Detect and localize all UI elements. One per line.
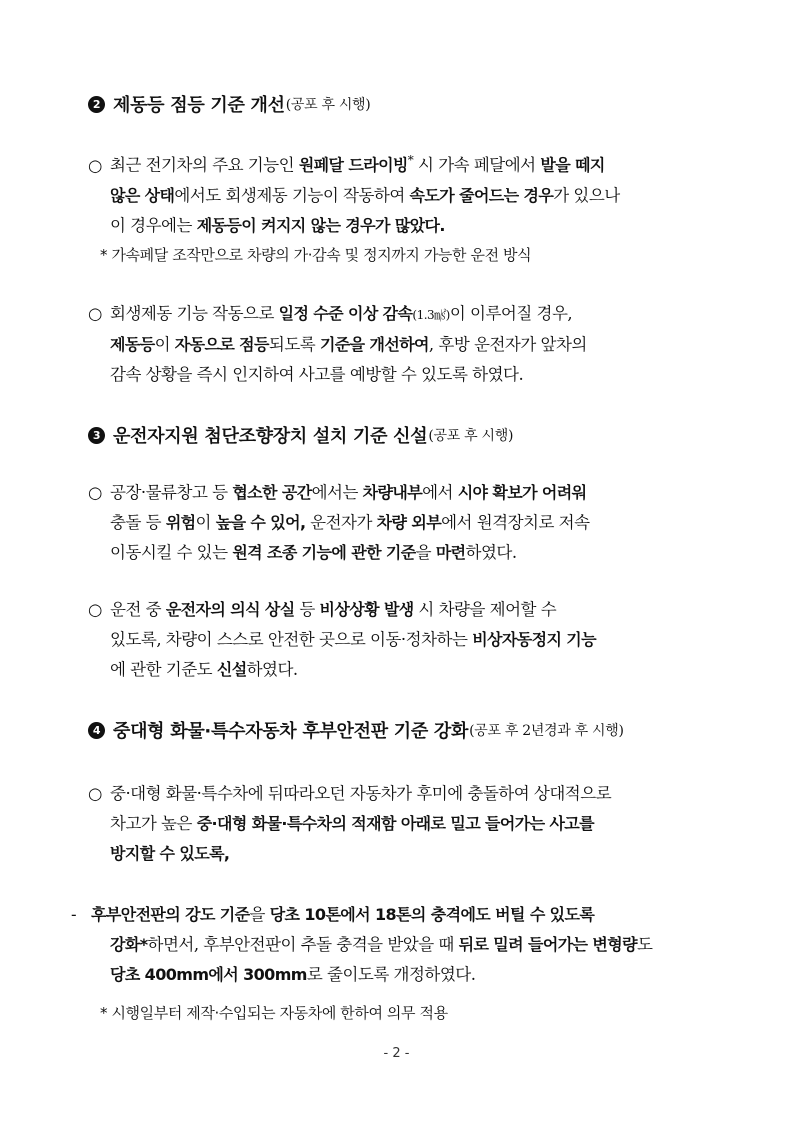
text-line [88, 478, 720, 508]
emphasis-text: 강화 [110, 935, 140, 954]
text-run: 이동시킬 수 있는 [110, 543, 233, 562]
section-effective-note: (공포 후 2년경과 후 시행) [469, 723, 624, 739]
emphasis-text: 후부안전판의 강도 기준 [91, 905, 250, 924]
paragraph-one-pedal-driving [88, 145, 720, 241]
paragraph-emergency-stop [88, 595, 720, 685]
text-run: 을 [415, 543, 436, 562]
text-run: 도 [636, 935, 653, 954]
footnote-one-pedal: * 가속페달 조작만으로 차량의 가·감속 및 정지까지 가능한 운전 방식 [100, 246, 532, 264]
emphasis-text: 방지할 수 있도록, [110, 844, 230, 863]
bullet-marker: ○ [88, 155, 102, 175]
text-run: 있도록, 차량이 스스로 안전한 곳으로 이동·정차하는 [110, 630, 473, 649]
text-run: 등 [294, 600, 320, 619]
section-heading-rear-guard [88, 717, 624, 743]
emphasis-text: 일정 수준 이상 감속 [278, 304, 413, 323]
emphasis-text: 협소한 공간 [232, 483, 312, 502]
text-run: 최근 전기차의 주요 기능인 [110, 155, 299, 175]
bullet-marker: ○ [88, 600, 102, 619]
text-run: 에서도 회생제동 기능이 작동하여 [174, 185, 410, 205]
emphasis-text: 속도가 줄어드는 경우 [409, 185, 554, 205]
text-run: 시 차량을 제어할 수 [413, 600, 557, 619]
text-run: 차고가 높은 [110, 814, 197, 833]
emphasis-text: 시야 확보가 어려워 [457, 483, 587, 502]
bullet-marker: ○ [88, 483, 102, 502]
text-run: 운전 중 [110, 600, 166, 619]
text-line [88, 145, 720, 181]
paragraph-rear-guard-strength [71, 900, 720, 990]
text-run: 에서 [422, 483, 458, 502]
text-line [88, 508, 720, 538]
text-line [88, 360, 720, 390]
text-run: 되도록 [268, 335, 320, 354]
page-number: - 2 - [383, 1046, 410, 1061]
emphasis-text: 자동으로 점등 [174, 335, 269, 354]
text-run: 이 [154, 335, 175, 354]
emphasis-text: 운전자의 의식 상실 [165, 600, 295, 619]
text-line [88, 779, 720, 809]
text-run: 을 [249, 905, 270, 924]
text-line [88, 299, 720, 330]
section-title: 제동등 점등 기준 개선 [113, 95, 285, 116]
text-line [88, 211, 720, 241]
text-line [88, 181, 720, 211]
text-run: 로 줄이도록 개정하였다. [306, 965, 476, 984]
footnote-mark: * [407, 153, 414, 167]
text-run: 공장·물류창고 등 [110, 483, 233, 502]
text-line [88, 809, 720, 839]
footnote-mark: * [139, 935, 148, 954]
emphasis-text: 기준을 개선하여 [319, 335, 429, 354]
emphasis-text: 발을 떼지 [540, 155, 605, 175]
section-effective-note: (공포 후 시행) [285, 97, 371, 113]
emphasis-text: 당초 10톤에서 18톤의 충격에도 버틸 수 있도록 [269, 905, 595, 924]
text-line [88, 655, 720, 685]
text-run: 에서 원격장치로 저속 [441, 513, 590, 532]
text-run: 중·대형 화물·특수차에 뒤따라오던 자동차가 후미에 충돌하여 상대적으로 [110, 784, 612, 803]
text-line [66, 900, 720, 930]
section-title: 운전자지원 첨단조향장치 설치 기준 신설 [113, 426, 428, 447]
section-number-badge: 3 [88, 427, 105, 444]
text-run: 하면서, 후부안전판이 추돌 충격을 받았을 때 [147, 935, 459, 954]
emphasis-text: 위험 [165, 513, 196, 532]
text-run: 회생제동 기능 작동으로 [110, 304, 279, 323]
text-line [88, 538, 720, 568]
footnote-applicability: * 시행일부터 제작·수입되는 자동차에 한하여 의무 적용 [100, 1004, 448, 1022]
section-title: 중대형 화물·특수자동차 후부안전판 기준 강화 [113, 721, 469, 742]
text-line [88, 839, 720, 869]
text-run: 시 가속 페달에서 [413, 155, 541, 175]
text-line [88, 625, 720, 655]
text-run: 이 경우에는 [110, 215, 197, 235]
text-run: 에서는 [311, 483, 363, 502]
emphasis-text: 신설 [216, 660, 247, 679]
emphasis-text: 원격 조종 기능에 관한 기준 [232, 543, 416, 562]
paragraph-remote-control [88, 478, 720, 568]
section-number-badge: 2 [88, 96, 105, 113]
section-heading-steering-system [88, 422, 513, 448]
text-run: 운전자가 [305, 513, 377, 532]
emphasis-text: 원페달 드라이빙 [298, 155, 408, 175]
text-run: 가 있으나 [553, 185, 620, 205]
emphasis-text: 제동등 [110, 335, 155, 354]
emphasis-text: 마련 [435, 543, 466, 562]
dash-marker: - [71, 905, 77, 924]
emphasis-text: 당초 400mm에서 300mm [110, 965, 307, 984]
emphasis-text: 비상자동정지 기능 [472, 630, 597, 649]
text-line [88, 595, 720, 625]
paragraph-underride-accident [88, 779, 720, 869]
text-run: 이 이루어질 경우, [449, 304, 573, 323]
emphasis-text: 제동등이 켜지지 않는 경우가 많았다. [196, 215, 445, 235]
text-run: 이 [195, 513, 216, 532]
emphasis-text: 비상상황 발생 [319, 600, 414, 619]
section-number-badge: 4 [88, 722, 105, 739]
emphasis-text: 않은 상태 [110, 185, 175, 205]
emphasis-text: 차량내부 [362, 483, 423, 502]
emphasis-text: 차량 외부 [376, 513, 442, 532]
emphasis-text: 뒤로 밀려 들어가는 변형량 [458, 935, 637, 954]
text-line [88, 930, 720, 960]
bullet-marker: ○ [88, 784, 102, 803]
unit-text: (1.3㎨) [412, 308, 450, 322]
section-heading-brake-light [88, 91, 370, 117]
text-run: 하였다. [246, 660, 298, 679]
text-run: 충돌 등 [110, 513, 166, 532]
text-run: 감속 상황을 즉시 인지하여 사고를 예방할 수 있도록 하였다. [110, 365, 524, 384]
text-run: 에 관한 기준도 [110, 660, 217, 679]
paragraph-regen-braking [88, 299, 720, 390]
bullet-marker: ○ [88, 304, 102, 323]
emphasis-text: 높을 수 있어, [215, 513, 306, 532]
emphasis-text: 중·대형 화물·특수차의 적재함 아래로 밀고 들어가는 사고를 [196, 814, 595, 833]
section-effective-note: (공포 후 시행) [428, 428, 514, 444]
text-run: , 후방 운전자가 앞차의 [428, 335, 587, 354]
text-run: 하였다. [465, 543, 517, 562]
text-line [88, 960, 720, 990]
text-line [88, 330, 720, 360]
